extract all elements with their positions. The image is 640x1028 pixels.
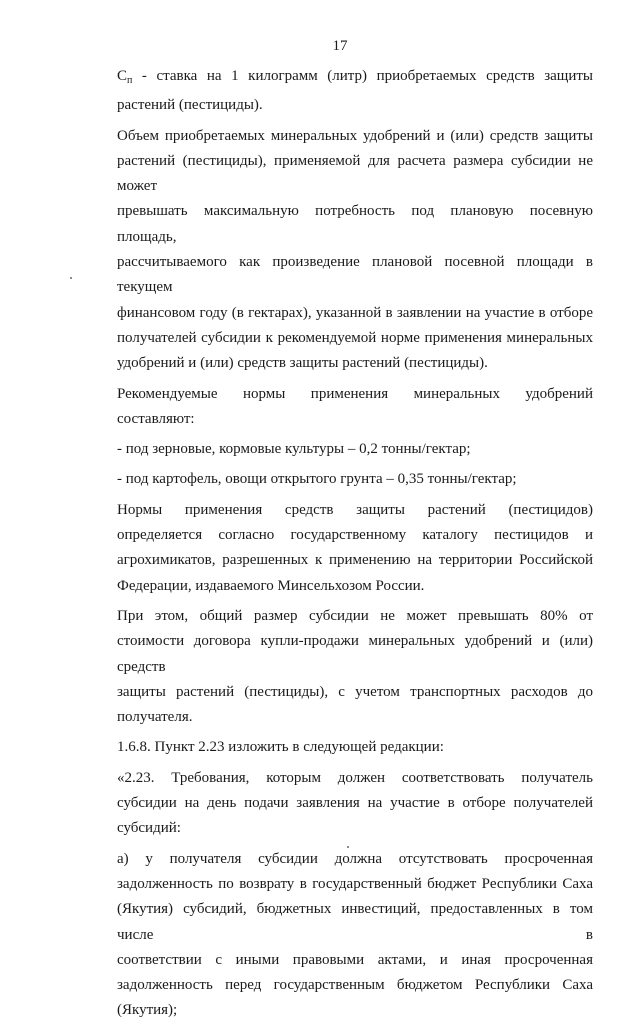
text-line: - под зерновые, кормовые культуры – 0,2 тонны/гектар; <box>117 441 471 458</box>
text-line: определяется согласно государственному каталогу пестицидов и <box>117 527 593 544</box>
text-line: Федерации, издаваемого Минсельхозом России. <box>117 577 425 594</box>
text-line: субсидий: <box>117 820 181 837</box>
paragraph <box>117 604 593 730</box>
paragraph <box>117 467 593 492</box>
text-line: растений (пестициды). <box>117 97 263 114</box>
text-line: При этом, общий размер субсидии не может превышать 80% от <box>117 607 593 624</box>
text-line: удобрений и (или) средств защиты растений (пестициды). <box>117 355 488 372</box>
text-line: защиты растений (пестициды), с учетом транспортных расходов до <box>117 683 593 700</box>
paragraph <box>117 382 593 433</box>
paragraph <box>117 766 593 842</box>
paragraph <box>117 735 593 760</box>
text-line: растений (пестициды), применяемой для расчета размера субсидии не может <box>117 152 593 195</box>
text-line: составляют: <box>117 410 195 427</box>
text-line: «2.23. Требования, которым должен соответствовать получатель <box>117 769 593 786</box>
paragraph <box>117 124 593 377</box>
paragraph <box>117 64 593 119</box>
text-line: агрохимикатов, разрешенных к применению на территории Российской <box>117 552 593 569</box>
text-line: Объем приобретаемых минеральных удобрений и (или) средств защиты <box>117 127 593 144</box>
text-line: 1.6.8. Пункт 2.23 изложить в следующей редакции: <box>117 739 444 756</box>
text-line: субсидии на день подачи заявления на участие в отборе получателей <box>117 795 593 812</box>
text-line: - под картофель, овощи открытого грунта – 0,35 тонны/гектар; <box>117 471 517 488</box>
paragraph <box>117 847 593 1024</box>
page-number: 17 <box>332 38 348 54</box>
text-line: финансовом году (в гектарах), указанной в заявлении на участие в отборе <box>117 304 593 321</box>
text-line: получателя. <box>117 709 193 726</box>
text-line: Нормы применения средств защиты растений (пестицидов) <box>117 501 593 518</box>
text-line: превышать максимальную потребность под плановую посевную площадь, <box>117 203 593 245</box>
text-line: рассчитываемого как произведение плановой посевной площади в текущем <box>117 254 593 296</box>
paragraph <box>117 498 593 599</box>
text-line: а) у получателя субсидии должна отсутствовать просроченная <box>117 850 593 867</box>
scan-speck <box>347 846 349 848</box>
document-body <box>117 64 593 1028</box>
text-line: получателей субсидии к рекомендуемой норме применения минеральных <box>117 329 593 346</box>
symbol-subscript: п <box>127 75 133 86</box>
scan-speck <box>70 277 72 279</box>
text-line: задолженность по возврату в государственный бюджет Республики Саха <box>117 875 593 892</box>
text-line: стоимости договора купли-продажи минеральных удобрений и (или) средств <box>117 633 593 675</box>
text-line: задолженность перед государственным бюджетом Республики Саха (Якутия); <box>117 977 593 1019</box>
text-line: (Якутия) субсидий, бюджетных инвестиций, предоставленных в том числе в <box>117 901 593 943</box>
text-line: соответствии с иными правовыми актами, и иная просроченная <box>117 951 593 968</box>
paragraph <box>117 437 593 462</box>
text-line: Рекомендуемые нормы применения минеральных удобрений <box>117 385 593 402</box>
text-line: $С_п$ - ставка на 1 килограмм (литр) приобретаемых средств защиты <box>117 68 593 86</box>
symbol: С <box>117 68 128 84</box>
